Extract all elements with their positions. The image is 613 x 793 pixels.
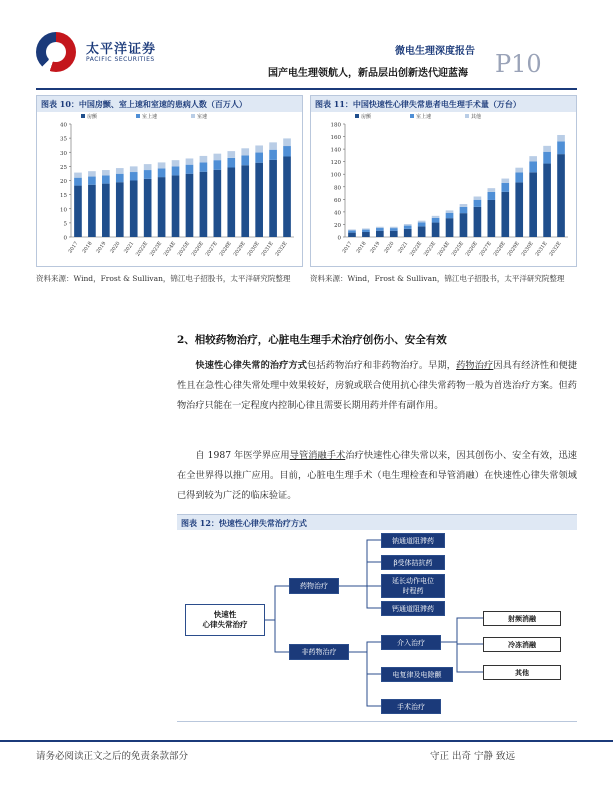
chart-10-bar-segment xyxy=(186,174,194,237)
intervention-leaf-node: 冷冻消融 xyxy=(483,637,561,652)
company-logo xyxy=(36,32,176,76)
chart-10-x-tick-label: 2022E xyxy=(134,240,150,258)
diagram-bottom-rule xyxy=(177,721,577,722)
chart-11-bar-segment xyxy=(432,216,440,218)
chart-10-bar-segment xyxy=(227,151,235,158)
chart-11-bar-segment xyxy=(501,192,509,237)
footer-motto: 守正 出奇 宁静 致远 xyxy=(430,751,516,762)
chart-10-bar-segment xyxy=(269,142,277,149)
report-type: 微电生理深度报告 xyxy=(395,46,475,57)
chart-11-bar-segment xyxy=(418,222,426,226)
chart-10-panel xyxy=(36,95,303,267)
chart-10-x-tick-label: 2020 xyxy=(109,240,122,255)
p1-text-b: 因具有经济性和便捷性且在急性心律失常处理中效果较好，房貌或联合使用抗心律失常药物一般为首选治疗方案。但药物治疗只能在一定程度内控制心律且需要长期用药并伴有副作用。 xyxy=(177,360,578,411)
chart-11-bar-segment xyxy=(501,183,509,192)
chart-11-x-tick-label: 2017 xyxy=(341,240,354,255)
logo-subtitle: PACIFIC SECURITIES xyxy=(86,56,155,63)
chart-11-y-tick-label: 180 xyxy=(330,122,341,129)
chart-11-bar-segment xyxy=(543,164,551,237)
chart-11-x-tick-label: 2018 xyxy=(355,240,368,255)
chart-11-bar-segment xyxy=(404,226,412,229)
chart-11-x-tick-label: 2023E xyxy=(422,240,438,258)
chart-11-bar-segment xyxy=(418,221,426,223)
chart-10-bar-segment xyxy=(241,155,249,165)
chart-10-x-tick-label: 2019 xyxy=(95,240,108,255)
chart-10-bar-segment xyxy=(227,158,235,168)
paragraph-2 xyxy=(177,446,577,506)
page-number: P10 xyxy=(495,50,542,78)
chart-10-bar-segment xyxy=(116,174,124,182)
chart-11-bar-segment xyxy=(446,210,454,212)
chart-10-bar-segment xyxy=(88,177,96,185)
chart-10-bar-segment xyxy=(241,165,249,237)
chart-11-title: 图表 11：中国快速性心律失常患者电生理手术量（万台） xyxy=(311,96,576,112)
chart-11-x-tick-label: 2032E xyxy=(548,240,563,258)
chart-10-x-tick-label: 2030E xyxy=(246,240,261,258)
chart-10-x-tick-label: 2026E xyxy=(190,240,206,258)
chart-10-bar-segment xyxy=(214,160,222,170)
chart-10-bar-segment xyxy=(172,175,180,237)
p2-text-a: 自 1987 年医学界应用 xyxy=(195,450,290,461)
chart-10-x-tick-label: 2017 xyxy=(67,240,80,255)
chart-10-y-tick-label: 40 xyxy=(60,122,67,129)
drug-item-node: 钙通道阻滞药 xyxy=(381,601,445,616)
chart-11-y-tick-label: 160 xyxy=(330,135,341,142)
nondrug-item-node: 电复律及电除颤 xyxy=(381,667,453,682)
footer-divider xyxy=(0,740,613,742)
chart-11-bar-segment xyxy=(376,231,384,237)
chart-10-legend-swatch xyxy=(191,114,195,118)
chart-11-x-tick-label: 2019 xyxy=(369,240,382,255)
chart-10-bar-segment xyxy=(186,165,194,174)
chart-10-bar-segment xyxy=(214,170,222,237)
chart-10-y-tick-label: 20 xyxy=(60,179,67,185)
chart-10-y-tick-label: 0 xyxy=(63,235,67,242)
chart-11-y-tick-label: 20 xyxy=(334,222,341,229)
chart-11-bar-segment xyxy=(390,228,398,231)
chart-11-bar-segment xyxy=(390,231,398,237)
chart-10-source: 资料来源：Wind，Frost & Sullivan，锦江电子招股书，太平洋研究院整理 xyxy=(36,274,291,283)
chart-11-y-tick-label: 80 xyxy=(334,185,341,192)
chart-10-svg xyxy=(37,112,302,267)
chart-10-x-tick-label: 2029E xyxy=(232,240,247,258)
chart-10-x-tick-label: 2023E xyxy=(148,240,164,258)
chart-11-x-tick-label: 2030E xyxy=(520,240,535,258)
p1-underline: 药物治疗 xyxy=(456,360,494,371)
chart-11-bar-segment xyxy=(529,172,537,237)
chart-11-bar-segment xyxy=(376,227,384,228)
chart-10-bar-segment xyxy=(200,156,208,162)
chart-11-x-tick-label: 2029E xyxy=(506,240,521,258)
chart-10-bar-segment xyxy=(200,172,208,237)
chart-10-legend-swatch xyxy=(136,114,140,118)
footer-disclaimer: 请务必阅读正文之后的免责条款部分 xyxy=(36,751,189,762)
chart-11-x-tick-label: 2026E xyxy=(464,240,480,258)
diagram-root-node: 快速性 心律失常治疗 xyxy=(185,604,265,636)
chart-11-y-tick-label: 100 xyxy=(330,172,341,179)
chart-10-x-tick-label: 2032E xyxy=(274,240,289,258)
chart-10-bar-segment xyxy=(74,173,82,178)
chart-10-bar-segment xyxy=(283,138,291,146)
chart-10-bar-segment xyxy=(186,158,194,164)
chart-10-bar-segment xyxy=(74,178,82,186)
chart-10-y-tick-label: 35 xyxy=(60,136,67,143)
chart-11-bar-segment xyxy=(460,213,468,237)
chart-11-panel xyxy=(310,95,577,267)
chart-10-bar-segment xyxy=(102,170,110,175)
chart-11-bar-segment xyxy=(446,218,454,237)
chart-11-bar-segment xyxy=(501,179,509,183)
chart-11-bar-segment xyxy=(376,228,384,231)
logo-name: 太平洋证券 xyxy=(86,42,157,57)
chart-10-bar-segment xyxy=(255,145,263,152)
chart-11-bar-segment xyxy=(348,233,356,237)
chart-11-bar-segment xyxy=(404,229,412,237)
chart-10-legend-label: 房颤 xyxy=(87,114,98,120)
report-subtitle: 国产电生理领航人，新品层出创新迭代迎蓝海 xyxy=(268,68,468,79)
chart-11-bar-segment xyxy=(404,224,412,226)
chart-10-bar-segment xyxy=(214,154,222,160)
chart-10-bar-segment xyxy=(241,148,249,155)
chart-11-bar-segment xyxy=(515,168,523,173)
chart-11-bar-segment xyxy=(348,230,356,232)
chart-11-bar-segment xyxy=(515,182,523,237)
logo-mark-icon xyxy=(36,32,76,72)
chart-10-bar-segment xyxy=(158,168,166,177)
chart-10-bar-segment xyxy=(255,153,263,163)
chart-10-y-tick-label: 30 xyxy=(60,150,67,157)
chart-11-bar-segment xyxy=(460,204,468,207)
chart-11-y-tick-label: 140 xyxy=(330,147,341,154)
chart-11-y-tick-label: 40 xyxy=(334,210,341,217)
chart-11-bar-segment xyxy=(432,223,440,237)
chart-10-bar-segment xyxy=(144,170,152,179)
chart-11-bar-segment xyxy=(362,232,370,237)
chart-10-bar-segment xyxy=(74,186,82,237)
chart-10-legend-label: 室上速 xyxy=(142,114,158,120)
chart-11-bar-segment xyxy=(488,192,496,200)
nondrug-therapy-node: 非药物治疗 xyxy=(289,644,349,660)
chart-11-bar-segment xyxy=(557,135,565,141)
chart-10-x-tick-label: 2027E xyxy=(204,240,219,258)
chart-10-y-tick-label: 10 xyxy=(60,207,67,214)
chart-11-legend-swatch xyxy=(355,114,359,118)
chart-11-bar-segment xyxy=(543,152,551,164)
chart-10-bar-segment xyxy=(144,164,152,170)
chart-10-x-tick-label: 2021 xyxy=(123,240,136,255)
chart-10-legend-label: 室速 xyxy=(197,114,208,120)
chart-11-bar-segment xyxy=(460,207,468,213)
chart-10-bar-segment xyxy=(88,185,96,237)
chart-11-bar-segment xyxy=(474,197,482,200)
chart-10-y-tick-label: 5 xyxy=(63,221,67,228)
chart-11-x-tick-label: 2020 xyxy=(383,240,396,255)
p2-underline: 导管消融手术 xyxy=(289,450,346,461)
chart-11-bar-segment xyxy=(418,226,426,237)
chart-10-bar-segment xyxy=(269,160,277,237)
chart-10-legend-swatch xyxy=(81,114,85,118)
chart-11-bar-segment xyxy=(557,141,565,154)
chart-10-y-tick-label: 15 xyxy=(60,193,67,200)
chart-11-bar-segment xyxy=(515,172,523,182)
chart-11-svg xyxy=(311,112,576,267)
chart-11-x-tick-label: 2027E xyxy=(478,240,493,258)
chart-11-x-tick-label: 2022E xyxy=(408,240,424,258)
chart-11-bar-segment xyxy=(474,200,482,207)
chart-11-bar-segment xyxy=(446,213,454,218)
treatment-diagram xyxy=(177,514,577,722)
chart-11-bar-segment xyxy=(348,229,356,230)
chart-11-legend-label: 室上速 xyxy=(416,114,432,120)
chart-10-x-tick-label: 2024E xyxy=(162,240,178,258)
chart-10-x-tick-label: 2031E xyxy=(260,240,275,258)
drug-item-node: β受体拮抗药 xyxy=(381,555,445,570)
drug-therapy-node: 药物治疗 xyxy=(289,578,339,594)
section-title: 2、相较药物治疗，心脏电生理手术治疗创伤小、安全有效 xyxy=(177,334,447,346)
chart-10-bar-segment xyxy=(130,166,138,172)
chart-10-bar-segment xyxy=(227,168,235,237)
chart-11-legend-label: 房颤 xyxy=(361,114,372,120)
chart-10-bar-segment xyxy=(102,184,110,237)
p2-text-b: 治疗快速性心律失常以来，因其创伤小、安全有效，迅速在全世界得以推广应用。目前，心脏电生理手术（电生理检查和导管消融）在快速性心律失常领域已得到较为广泛的临床验证。 xyxy=(177,450,577,501)
chart-10-bar-segment xyxy=(88,171,96,176)
intervention-leaf-node: 其他 xyxy=(483,665,561,680)
chart-10-bar-segment xyxy=(144,179,152,237)
chart-11-bar-segment xyxy=(362,228,370,229)
chart-11-legend-label: 其他 xyxy=(471,114,482,120)
intervention-leaf-node: 射频消融 xyxy=(483,611,561,626)
chart-10-bar-segment xyxy=(116,182,124,237)
chart-10-bar-segment xyxy=(130,172,138,180)
drug-item-node: 钠通道阻滞药 xyxy=(381,533,445,548)
chart-11-legend-swatch xyxy=(465,114,469,118)
chart-10-bar-segment xyxy=(269,150,277,160)
chart-10-bar-segment xyxy=(102,175,110,183)
chart-11-bar-segment xyxy=(488,188,496,192)
chart-10-x-tick-label: 2018 xyxy=(81,240,94,255)
chart-11-bar-segment xyxy=(557,154,565,237)
paragraph-1 xyxy=(177,356,577,416)
chart-10-bar-segment xyxy=(283,146,291,156)
chart-10-bar-segment xyxy=(158,162,166,168)
chart-10-bar-segment xyxy=(172,160,180,166)
nondrug-item-node: 手术治疗 xyxy=(381,699,441,714)
chart-11-y-tick-label: 120 xyxy=(330,160,341,167)
chart-10-title: 图表 10：中国房颤、室上速和室速的患病人数（百万人） xyxy=(37,96,302,112)
chart-11-y-tick-label: 60 xyxy=(334,197,341,204)
chart-11-legend-swatch xyxy=(410,114,414,118)
chart-11-bar-segment xyxy=(390,227,398,228)
chart-11-bar-segment xyxy=(362,230,370,232)
chart-10-bar-segment xyxy=(172,166,180,175)
chart-10-y-tick-label: 25 xyxy=(60,164,67,171)
nondrug-item-node: 介入治疗 xyxy=(381,635,441,650)
chart-11-bar-segment xyxy=(474,207,482,237)
chart-10-x-tick-label: 2025E xyxy=(176,240,192,258)
chart-11-bar-segment xyxy=(529,156,537,161)
chart-10-bar-segment xyxy=(158,177,166,237)
chart-11-x-tick-label: 2024E xyxy=(436,240,452,258)
drug-item-node: 延长动作电位 时程药 xyxy=(381,574,445,598)
chart-10-bar-segment xyxy=(200,162,208,171)
chart-11-source: 资料来源：Wind，Frost & Sullivan，锦江电子招股书，太平洋研究院整理 xyxy=(310,274,565,283)
chart-11-bar-segment xyxy=(529,161,537,172)
header-divider xyxy=(36,88,577,90)
chart-10-bar-segment xyxy=(130,181,138,238)
chart-11-bar-segment xyxy=(432,218,440,223)
diagram-title: 图表 12：快速性心律失常治疗方式 xyxy=(177,514,577,530)
chart-11-x-tick-label: 2021 xyxy=(397,240,410,255)
chart-10-bar-segment xyxy=(116,168,124,174)
chart-11-bar-segment xyxy=(488,200,496,237)
p1-text-a: 包括药物治疗和非药物治疗。早期， xyxy=(307,360,457,371)
chart-10-bar-segment xyxy=(255,163,263,237)
p1-lead: 快速性心律失常的治疗方式 xyxy=(195,360,308,371)
chart-11-x-tick-label: 2031E xyxy=(534,240,549,258)
chart-10-bar-segment xyxy=(283,156,291,237)
chart-11-y-tick-label: 0 xyxy=(337,235,341,242)
chart-11-bar-segment xyxy=(543,146,551,152)
chart-10-x-tick-label: 2028E xyxy=(218,240,233,258)
chart-11-x-tick-label: 2025E xyxy=(450,240,466,258)
chart-11-x-tick-label: 2028E xyxy=(492,240,507,258)
